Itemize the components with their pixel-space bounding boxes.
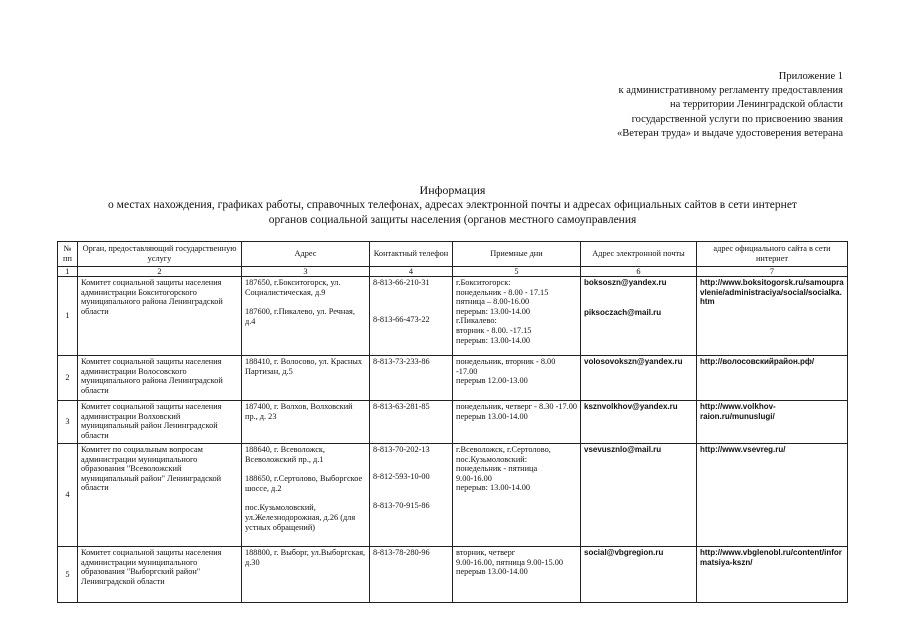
organ-cell: Комитет социальной защиты населения администрации муниципального образования "Выборгский район" Ленинградской области [78,547,242,603]
appendix-line: на территории Ленинградской области [669,99,843,111]
website-cell [697,356,848,401]
address-cell: 188800, г. Выборг, ул.Выборгская, д.30 [242,547,370,603]
address-line: пос.Кузьмоловский, ул.Железнодорожная, д.26 (для устных обращений) [245,503,356,532]
reception-days: понедельник, четверг - 8.30 -17.00 перерыв 13.00-14.00 [456,402,578,421]
document-title: Информация [419,183,486,197]
address-cell [242,444,370,547]
reception-days: г.Всеволожск, г.Сертолово, пос.Кузьмоловский: понедельник - пятница 9.00-16.00 перерыв: 13.00-14.00 [456,445,551,493]
website-cell [697,277,848,356]
header-cell: адрес официального сайта в сети интернет [697,242,848,267]
appendix-line: к административному регламенту предоставления [618,85,843,97]
reception-days: вторник, четверг 9.00-16.00, пятница 9.00-15.00 перерыв 13.00-14.00 [456,548,564,577]
website-cell [697,547,848,603]
address-cell [242,277,370,356]
reception-days-cell [453,444,581,547]
header-cell: Орган, предоставляющий государственную услугу [78,242,242,267]
phone-line: 8-813-66-473-22 [373,314,430,324]
email-cell [581,444,697,547]
column-number: 2 [78,267,242,277]
table-row [58,444,848,547]
address-line: 188650, г.Сертолово, Выборгское шоссе, д.2 [245,474,363,493]
reception-days-cell [453,277,581,356]
website-cell [697,401,848,444]
column-number: 6 [581,267,697,277]
website-link[interactable]: http://www.vsevreg.ru/ [700,445,786,454]
email-address[interactable]: volosovokszn@yandex.ru [584,357,683,366]
document-subtitle: о местах нахождения, графиках работы, справочных телефонах, адресах электронной почты и адресах официальных сайтов в сети интернет [108,199,797,211]
phone-line: 8-813-70-915-86 [373,501,430,511]
phone-line: 8-813-70-202-13 [373,445,430,454]
row-number: 2 [58,356,78,401]
column-number: 3 [242,267,370,277]
website-link[interactable]: http://www.volkhov-raion.ru/munuslugi/ [700,402,776,421]
email-cell [581,356,697,401]
email-address[interactable]: vsevusznlo@mail.ru [584,445,662,454]
header-cell: Адрес [242,242,370,267]
email-cell [581,277,697,356]
reception-days: г.Бокситогорск: понедельник - 8.00 - 17.15 пятница – 8.00-16.00 перерыв: 13.00-14.00 г.Пикалево: вторник - 8.00. -17.15 перерыв: 13.00-14.00 [456,278,549,345]
organ-cell: Комитет по социальным вопросам администрации муниципального образования "Всеволожский муниципальный район" Ленинградской области [78,444,242,547]
table-row [58,356,848,401]
appendix-line: государственной услуги по присвоению звания [631,113,843,125]
column-number: 5 [453,267,581,277]
column-number: 7 [697,267,848,277]
address-line: 188640, г. Всеволожск, Всеволожский пр., д.1 [245,445,326,464]
reception-days: понедельник, вторник - 8.00 -17.00 перерыв 12.00-13.00 [456,357,556,386]
header-cell: Контактный телефон [370,242,453,267]
document-heading [0,183,905,228]
organ-cell: Комитет социальной защиты населения администрации Волосовского муниципального района Ленинградской области [78,356,242,401]
table-row [58,277,848,356]
header-cell: Приемные дни [453,242,581,267]
row-number: 1 [58,277,78,356]
email-address[interactable]: social@vbgregion.ru [584,548,664,557]
document-subtitle-2: органов социальной защиты населения (органов местного самоуправления [268,214,637,226]
website-link[interactable]: http://www.boksitogorsk.ru/samoupravlenie/administraciya/social/socialka.htm [700,278,844,307]
appendix-line: Приложение 1 [778,71,843,82]
phone-cell: 8-813-63-281-85 [370,401,453,444]
table-row [58,401,848,444]
offices-table [57,241,848,603]
phone-cell [370,444,453,547]
appendix-line: «Ветеран труда» и выдаче удостоверения ветерана [617,127,843,139]
header-cell: Адрес электронной почты [581,242,697,267]
column-number: 1 [58,267,78,277]
email-address[interactable]: ksznvolkhov@yandex.ru [584,402,678,411]
website-cell [697,444,848,547]
phone-line: 8-813-66-210-31 [373,278,430,287]
reception-days-cell [453,547,581,603]
reception-days-cell [453,401,581,444]
phone-line: 8-812-593-10-00 [373,471,430,481]
email-address[interactable]: piksoczach@mail.ru [584,307,662,317]
phone-cell: 8-813-73-233-86 [370,356,453,401]
email-cell [581,547,697,603]
header-cell: № пп [58,242,78,267]
reception-days-cell [453,356,581,401]
address-cell: 188410, г. Волосово, ул. Красных Партизан, д.5 [242,356,370,401]
organ-cell: Комитет социальной защиты населения администрации Волховский муниципальный район Ленинградской области [78,401,242,444]
address-cell: 187400, г. Волхов, Волховский пр., д. 23 [242,401,370,444]
phone-cell [370,277,453,356]
email-address[interactable]: boksoszn@yandex.ru [584,278,667,287]
email-cell [581,401,697,444]
table-header-row [58,242,848,267]
appendix-block [617,70,843,141]
website-link[interactable]: http://волосовскийрайон.рф/ [700,357,815,366]
phone-cell: 8-813-78-280-96 [370,547,453,603]
table-row [58,547,848,603]
website-link[interactable]: http://www.vbglenobl.ru/content/informatsiya-kszn/ [700,548,842,567]
address-line: 187600, г.Пикалево, ул. Речная, д.4 [245,307,355,326]
column-number: 4 [370,267,453,277]
row-number: 5 [58,547,78,603]
column-number-row [58,267,848,277]
organ-cell: Комитет социальной защиты населения администрации Бокситогорского муниципального района Ленинградской области [78,277,242,356]
row-number: 4 [58,444,78,547]
row-number: 3 [58,401,78,444]
address-line: 187650, г.Бокситогорск, ул. Социалистическая, д.9 [245,278,341,297]
